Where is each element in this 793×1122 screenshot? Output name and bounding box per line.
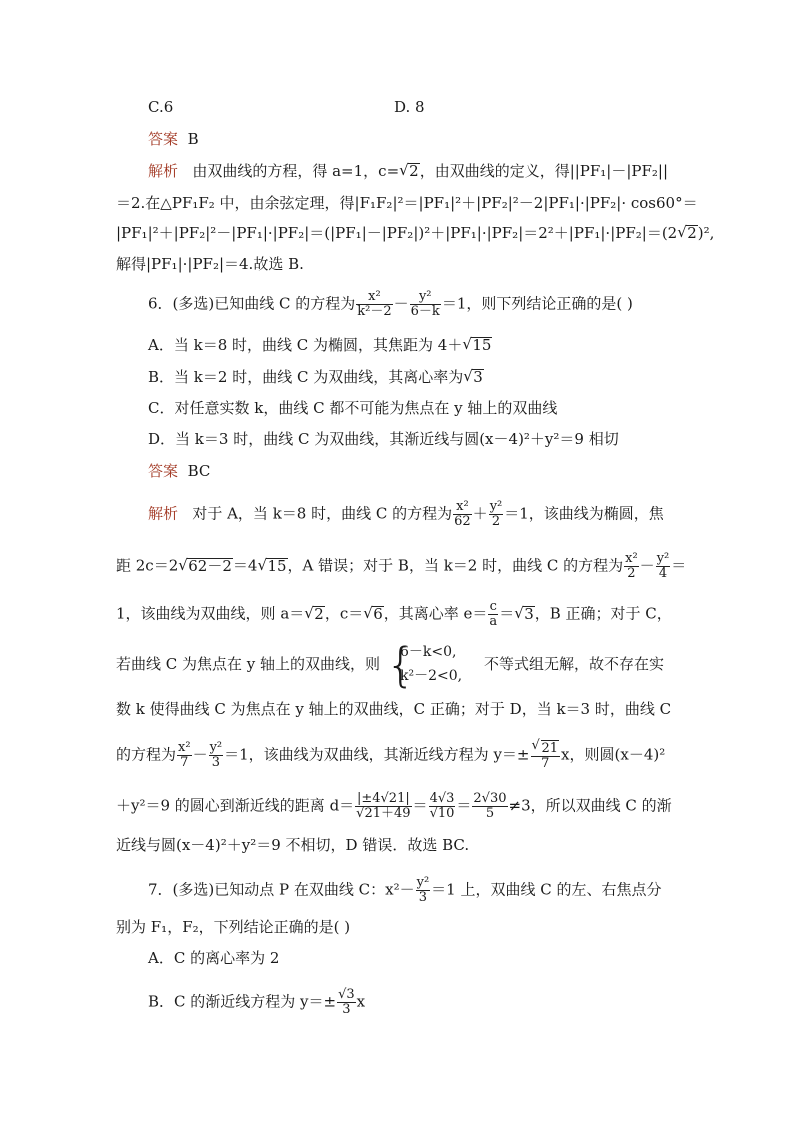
answer-label: 答案 [148, 462, 179, 480]
analysis-6-line4: 若曲线 C 为焦点在 y 轴上的双曲线，则 [116, 655, 381, 673]
analysis-6-line7: ＋y²＝9 的圆心到渐近线的距离 d＝ $\frac{|\pm 4√21|}{√21+49}$ ＝ $\frac{4√3}{√10}$ ＝ $\frac{2√30}{5}$ ≠3，所以双曲线 C 的渐 [116, 791, 672, 821]
answer-6 [148, 462, 210, 480]
analysis-6-line1: 解析 对于 A，当 k＝8 时，曲线 C 的方程为 $\frac{\text{x²}}{62}$ ＋ $\frac{\text{y²}}{2}$ ＝1，该曲线为椭圆，焦 [148, 499, 664, 529]
analysis-6-line2: 距 2c＝2√ 62－2＝4√ 15，A 错误；对于 B，当 k＝2 时，曲线 C 的方程为 $\frac{\text{x²}}{2}$ － $\frac{\text{y²}}{4}$ ＝ [116, 552, 686, 581]
question-6-stem: 6．(多选)已知曲线 C 的方程为 $\frac{\text{x²}}{\text{k²－2}}$ － $\frac{\text{y²}}{6-k}$ ＝1，则下列结论正确的是( ) [148, 289, 633, 319]
question-7-stem-line2: 别为 F₁，F₂，下列结论正确的是( ) [116, 918, 351, 936]
analysis-6-line3: 1，该曲线为双曲线，则 a＝√ 2，c＝√ 6，其离心率 e＝ $\frac{c}{a}$ ＝√ 3，B 正确；对于 C， [116, 600, 672, 629]
question-6-option-a: A．当 k＝8 时，曲线 C 为椭圆，其焦距为 4＋√ 15 [148, 336, 492, 354]
analysis-6-line6: 的方程为 $\frac{\text{x²}}{7}$ － $\frac{\text{y²}}{3}$ ＝1，该曲线为双曲线，其渐近线方程为 y＝± √ $\frac{21}{7}$ x，则圆(x－4)² [116, 740, 665, 771]
option-d-prev: D. 8 [394, 98, 425, 116]
analysis-5-line4: 解得|PF₁|·|PF₂|＝4.故选 B. [116, 255, 304, 273]
system-brace: { [386, 638, 416, 692]
analysis-6-line5: 数 k 使得曲线 C 为焦点在 y 轴上的双曲线，C 正确；对于 D，当 k＝3 时，曲线 C [116, 700, 672, 718]
analysis-5-line3: |PF₁|²＋|PF₂|²－|PF₁|·|PF₂|＝(|PF₁|－|PF₂|)²＋|PF₁|·|PF₂|＝2²＋|PF₁|·|PF₂|＝(2√ 2)², [116, 224, 714, 242]
analysis-5-line1: 解析 由双曲线的方程，得 a=1，c=√ 2，由双曲线的定义，得||PF₁|－|PF₂|| [148, 162, 668, 180]
question-7-option-a: A．C 的离心率为 2 [148, 949, 280, 967]
answer-value: B [187, 130, 199, 148]
answer-label: 答案 [148, 130, 179, 148]
answer-value: BC [187, 462, 211, 480]
system-line1: 6－k<0, [400, 644, 457, 660]
analysis-5-line2: ＝2.在△PF₁F₂ 中，由余弦定理，得|F₁F₂|²＝|PF₁|²＋|PF₂|²－2|PF₁|·|PF₂|· cos60°＝ [116, 194, 698, 212]
question-6-option-c: C．对任意实数 k，曲线 C 都不可能为焦点在 y 轴上的双曲线 [148, 399, 558, 417]
analysis-label: 解析 [148, 504, 179, 523]
answer-5 [148, 130, 199, 148]
question-7-option-b: B．C 的渐近线方程为 y＝± $\frac{√3}{3}$ x [148, 987, 366, 1017]
system-line2: k²－2<0, [400, 668, 463, 684]
question-6-option-b: B．当 k＝2 时，曲线 C 为双曲线，其离心率为√ 3 [148, 368, 484, 386]
question-7-stem: 7．(多选)已知动点 P 在双曲线 C：x²－ $\frac{\text{y²}}{3}$ ＝1 上，双曲线 C 的左、右焦点分 [148, 875, 662, 905]
question-6-option-d: D．当 k＝3 时，曲线 C 为双曲线，其渐近线与圆(x－4)²＋y²＝9 相切 [148, 430, 619, 448]
analysis-6-line4b: 不等式组无解，故不存在实 [484, 655, 665, 673]
analysis-label: 解析 [148, 162, 179, 180]
analysis-6-line8: 近线与圆(x－4)²＋y²＝9 不相切，D 错误．故选 BC. [116, 836, 470, 854]
option-c-prev: C.6 [148, 98, 174, 116]
